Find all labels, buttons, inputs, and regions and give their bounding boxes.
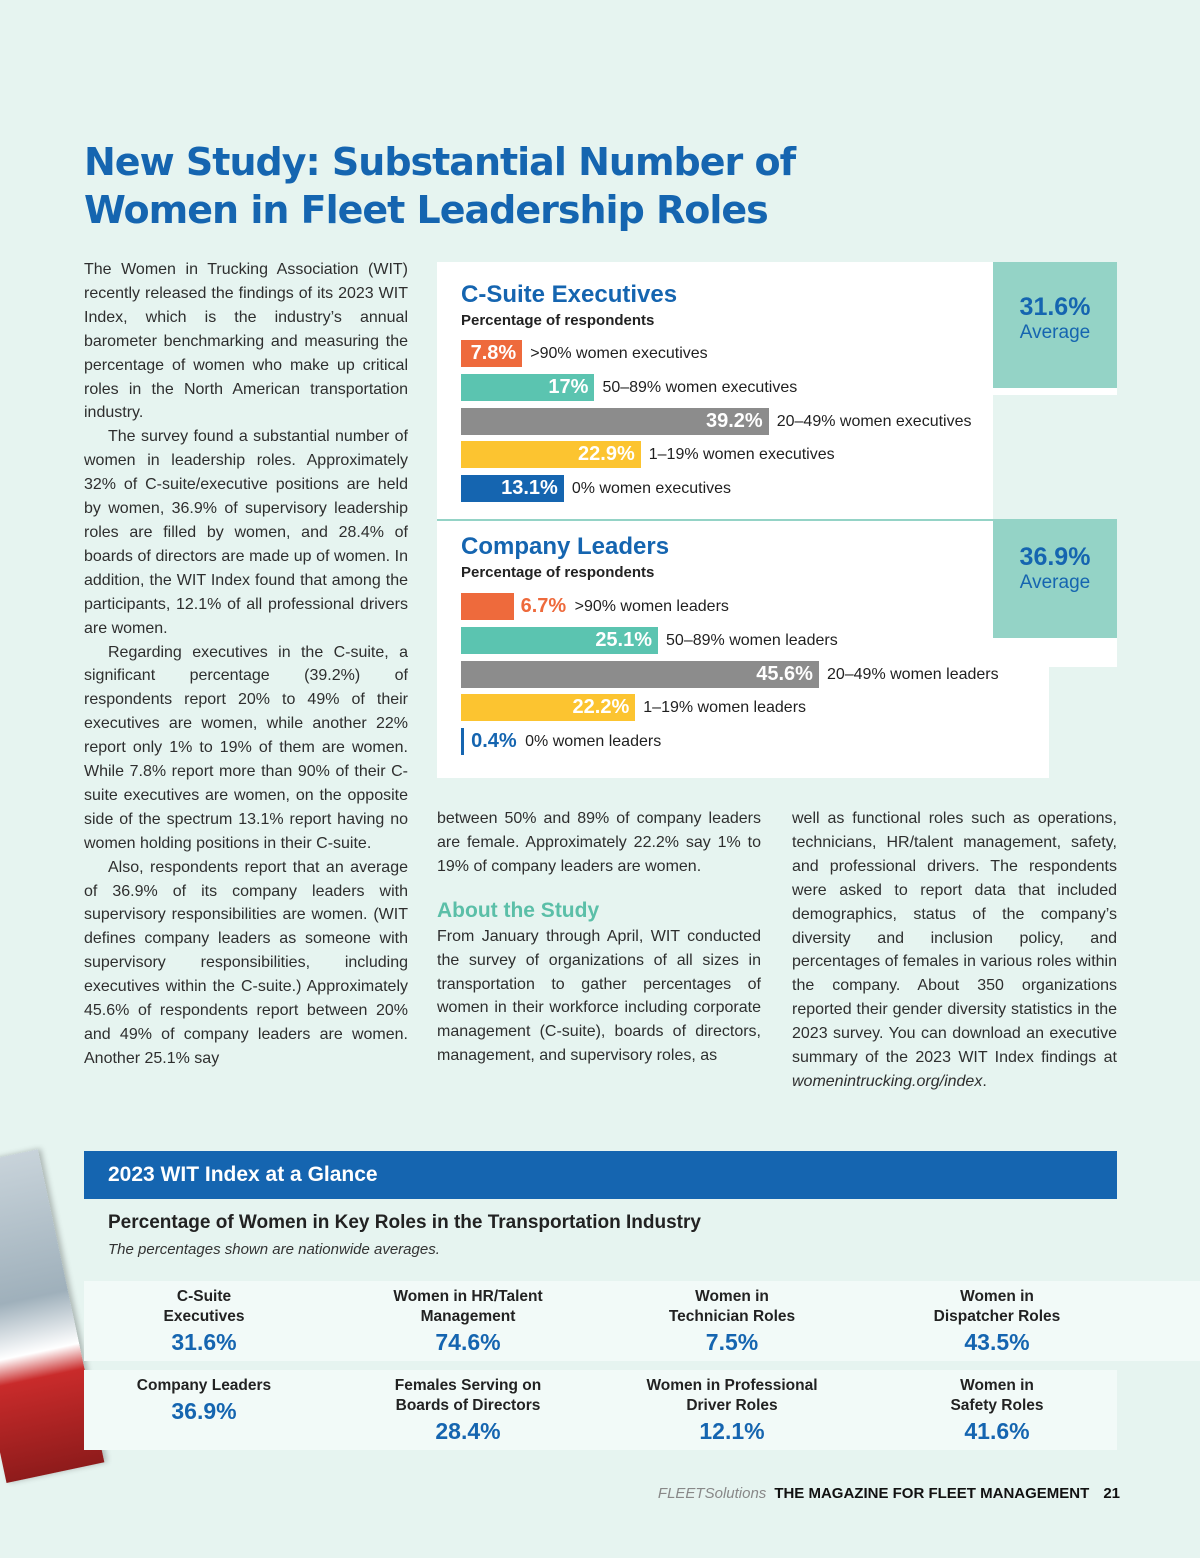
paragraph: Also, respondents report that an average of 36.9% of its company leaders with supervisory responsibilities are women. (WIT defines company leaders as someone with supervisory responsibilities, including executives within the C-suite.) Approximately 45.6% of respondents report between 20% and 49% of company leaders are women. Another 25.1% say bbox=[84, 858, 408, 1067]
bar-value-label: 45.6% bbox=[756, 662, 813, 685]
paragraph: Regarding executives in the C-suite, a significant percentage (39.2%) of respondents report 20% to 49% of their executives are women, while another 22% report only 1% to 19% of them are women. While 7.8% report more than 90% of their C-suite executives are women, on the opposite side of the spectrum 13.1% report having no women holding positions in their C-suite. bbox=[84, 643, 408, 852]
average-value: 31.6% bbox=[1019, 293, 1091, 321]
bar-leaders-4 bbox=[461, 728, 464, 755]
average-label: Average bbox=[1019, 322, 1091, 343]
chart-subtitle-csuite: Percentage of respondents bbox=[461, 312, 655, 329]
body-column-3 bbox=[792, 807, 1117, 1094]
average-badge-leaders bbox=[993, 520, 1117, 638]
bar-value-label: 13.1% bbox=[501, 477, 558, 500]
stat-value: 31.6% bbox=[171, 1329, 237, 1355]
section-heading: About the Study bbox=[437, 898, 600, 922]
bar-csuite-4 bbox=[461, 475, 564, 502]
article-headline: New Study: Substantial Number of Women in Fleet Leadership Roles bbox=[84, 140, 796, 232]
stat-label: Women in HR/Talent bbox=[393, 1288, 543, 1305]
bar-category-label: 50–89% women leaders bbox=[666, 631, 838, 649]
chart-panel bbox=[437, 262, 1117, 778]
chart-subtitle-leaders: Percentage of respondents bbox=[461, 564, 655, 581]
bar-category-label: 1–19% women leaders bbox=[643, 699, 807, 717]
stat-label: Company Leaders bbox=[136, 1377, 272, 1394]
panel-notch bbox=[1087, 732, 1117, 778]
bar-value-label: 39.2% bbox=[706, 409, 763, 432]
stat-value: 7.5% bbox=[705, 1329, 759, 1355]
paragraph bbox=[792, 807, 1117, 1094]
magazine-name: FLEETSolutions bbox=[657, 1485, 767, 1502]
body-column-2 bbox=[437, 807, 761, 1068]
paragraph: between 50% and 89% of company leaders are female. Approximately 22.2% say 1% to 19% of company leaders are women. bbox=[437, 810, 761, 875]
bar-leaders-2 bbox=[461, 661, 819, 688]
stat-label: Women in bbox=[695, 1288, 769, 1305]
bar-leaders-0 bbox=[461, 593, 514, 620]
paragraph: The survey found a substantial number of women in leadership roles. Approximately 32% of C-suite/executive positions are held by women, 36.9% of supervisory leadership roles are filled by women, and 28.4% of boards of directors are made up of women. In addition, the WIT Index found that among the participants, 12.1% of all professional drivers are women. bbox=[84, 428, 408, 637]
stat-value: 28.4% bbox=[435, 1418, 501, 1444]
body-column-1 bbox=[84, 258, 408, 1071]
stat-label: Driver Roles bbox=[686, 1397, 778, 1414]
stat-label: Technician Roles bbox=[668, 1308, 796, 1325]
stat-drivers bbox=[612, 1370, 852, 1445]
page-footer bbox=[658, 1483, 1120, 1505]
bar-value-label: 6.7% bbox=[520, 595, 567, 617]
paragraph-end: . bbox=[982, 1072, 987, 1090]
magazine-tagline: THE MAGAZINE FOR FLEET MANAGEMENT bbox=[774, 1485, 1090, 1502]
bar-csuite-1 bbox=[461, 374, 594, 401]
stat-boards bbox=[348, 1370, 588, 1445]
stat-label: Management bbox=[420, 1308, 516, 1325]
average-label: Average bbox=[1019, 572, 1091, 593]
stat-label: Women in Professional bbox=[646, 1377, 818, 1394]
average-value: 36.9% bbox=[1019, 543, 1091, 571]
glance-banner: 2023 WIT Index at a Glance bbox=[84, 1151, 1117, 1199]
bar-value-label: 0.4% bbox=[471, 730, 517, 753]
bar-category-label: >90% women executives bbox=[530, 345, 708, 362]
stat-label: Executives bbox=[163, 1308, 245, 1325]
bar-category-label: 50–89% women executives bbox=[602, 378, 798, 396]
stats-row-2 bbox=[84, 1370, 1117, 1450]
panel-notch bbox=[993, 395, 1117, 519]
stat-label: C-Suite bbox=[176, 1288, 232, 1305]
bar-csuite-3 bbox=[461, 441, 641, 468]
bar-category-label: >90% women leaders bbox=[574, 598, 729, 615]
page-number: 21 bbox=[1103, 1485, 1120, 1502]
stat-label: Women in bbox=[960, 1377, 1034, 1394]
bar-value-label: 17% bbox=[548, 375, 589, 398]
glance-subtitle: The percentages shown are nationwide averages. bbox=[108, 1241, 440, 1258]
bar-value-label: 7.8% bbox=[470, 342, 517, 364]
stat-label: Women in bbox=[960, 1288, 1034, 1305]
bar-leaders-3 bbox=[461, 694, 635, 721]
bar-category-label: 0% women executives bbox=[571, 480, 732, 498]
paragraph-text: well as functional roles such as operations, technicians, HR/talent management, safety, and professional drivers. The respondents were asked to report data that included demographics, status of the company’s diversity and inclusion policy, and percentages of females in various roles within the company. About 350 organizations reported their gender diversity statistics in the 2023 survey. You can download an executive summary of the 2023 WIT Index findings at bbox=[792, 810, 1117, 1067]
chart-title-leaders: Company Leaders bbox=[461, 533, 670, 560]
paragraph: The Women in Trucking Association (WIT) recently released the findings of its 2023 WIT Index, which is the industry’s annual barometer benchmarking and measuring the percentage of women who make up critical roles in the North American transportation industry. bbox=[84, 261, 408, 422]
stat-value: 74.6% bbox=[435, 1329, 501, 1355]
stat-label: Dispatcher Roles bbox=[933, 1308, 1061, 1325]
bar-value-label: 22.2% bbox=[572, 696, 630, 719]
stat-value: 12.1% bbox=[699, 1418, 765, 1444]
stat-label: Safety Roles bbox=[950, 1397, 1044, 1414]
stat-csuite bbox=[84, 1281, 324, 1356]
chart-divider bbox=[437, 519, 1117, 521]
stat-label: Females Serving on bbox=[394, 1377, 542, 1394]
stat-technician bbox=[612, 1281, 852, 1356]
bar-category-label: 20–49% women executives bbox=[776, 412, 972, 430]
paragraph: From January through April, WIT conducted the survey of organizations of all sizes in transportation to gather percentages of women in their workforce including corporate management (C-suite), boards of directors, management, and supervisory roles, as bbox=[437, 927, 761, 1065]
stat-hr bbox=[348, 1281, 588, 1356]
bar-category-label: 20–49% women leaders bbox=[826, 665, 999, 683]
stat-value: 36.9% bbox=[171, 1398, 237, 1424]
bar-category-label: 1–19% women executives bbox=[648, 446, 835, 464]
bar-category-label: 0% women leaders bbox=[525, 733, 662, 751]
stat-value: 43.5% bbox=[964, 1329, 1030, 1355]
stat-safety bbox=[877, 1370, 1117, 1445]
stat-company-leaders bbox=[84, 1370, 324, 1425]
bar-value-label: 25.1% bbox=[595, 628, 653, 651]
chart-title-csuite: C-Suite Executives bbox=[461, 281, 678, 308]
stat-value: 41.6% bbox=[964, 1418, 1030, 1444]
average-badge-csuite bbox=[993, 262, 1117, 388]
stat-label: Boards of Directors bbox=[395, 1397, 541, 1414]
glance-title: Percentage of Women in Key Roles in the Transportation Industry bbox=[108, 1212, 701, 1233]
stat-dispatcher bbox=[877, 1281, 1117, 1356]
stats-row-1 bbox=[84, 1281, 1200, 1361]
study-link[interactable]: womenintrucking.org/index bbox=[792, 1072, 983, 1090]
bar-leaders-1 bbox=[461, 627, 658, 654]
bar-value-label: 22.9% bbox=[578, 443, 635, 466]
bar-csuite-2 bbox=[461, 408, 769, 435]
bar-csuite-0 bbox=[461, 340, 522, 367]
